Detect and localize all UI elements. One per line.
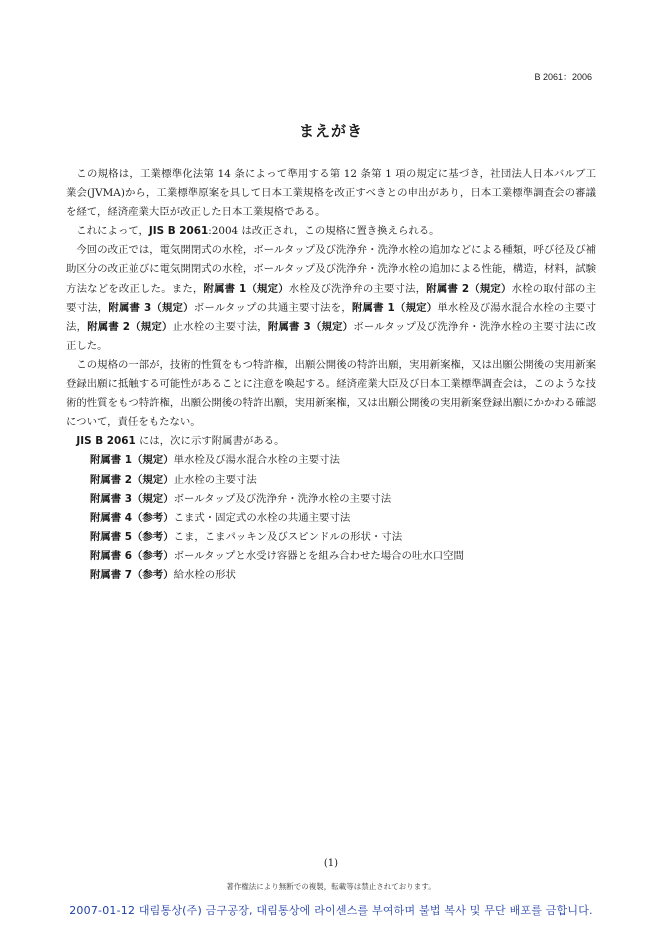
annex-label: 附属書 6（参考） <box>90 549 174 562</box>
annex-item <box>90 566 596 585</box>
annex-item <box>90 451 596 470</box>
annex-item <box>90 471 596 490</box>
annex-label: 附属書 2（規定） <box>90 473 174 486</box>
annex-item <box>90 490 596 509</box>
standard-ref: JIS B 2061 <box>76 435 136 448</box>
text-segment: には，次に示す附属書がある。 <box>135 435 285 448</box>
text-segment: :2004 は改正され，この規格に置き換えられる。 <box>208 225 440 238</box>
paragraph-patent-notice: この規格の一部が，技術的性質をもつ特許権，出願公開後の特許出願，実用新案権，又は出願公開後の実用新案登録出願に抵触する可能性があることに注意を喚起する。経済産業大臣及び日本工業標準調査会は，このような技術的性質をもつ特許権，出願公開後の特許出願，実用新案権，又は出願公開後の実用新案登録出願にかかわる確認について，責任をもたない。 <box>66 358 596 429</box>
text-segment: 単水栓及び湯水混合水栓の主要寸法， <box>66 301 596 333</box>
standard-ref: JIS B 2061 <box>148 225 209 238</box>
annex-title: 給水栓の形状 <box>173 568 236 581</box>
annex-list <box>66 451 596 585</box>
annex-label: 附属書 3（規定） <box>90 492 174 505</box>
annex-ref: 附属書 3（規定） <box>108 301 194 314</box>
page-title: まえがき <box>298 122 363 140</box>
standard-code: B 2061：2006 <box>534 72 592 82</box>
annex-label: 附属書 7（参考） <box>90 568 174 581</box>
text-segment: 止水栓の主要寸法， <box>172 320 268 333</box>
license-stamp: 2007-01-12 대림통상(주) 금구공장, 대림통상에 라이센스를 부여하며 불법 복사 및 무단 배포를 금합니다. <box>69 904 593 917</box>
text-segment: これによって， <box>76 225 149 238</box>
annex-label: 附属書 5（参考） <box>90 530 174 543</box>
annex-ref: 附属書 2（規定） <box>87 320 173 333</box>
annex-item <box>90 547 596 566</box>
text-segment: 水栓の取付部の主要寸法， <box>66 282 596 314</box>
annex-label: 附属書 1（規定） <box>90 454 174 467</box>
annex-item <box>90 509 596 528</box>
paragraph-replacement <box>66 222 596 241</box>
text-segment: ボールタップの共通主要寸法を， <box>193 301 352 314</box>
annex-title: ボールタップ及び洗浄弁・洗浄水栓の主要寸法 <box>173 492 392 505</box>
text-segment: 水栓及び洗浄弁の主要寸法， <box>288 282 427 295</box>
paragraph-annex-intro <box>66 432 596 451</box>
paragraph-revision <box>66 241 596 356</box>
annex-ref: 附属書 1（規定） <box>351 301 438 314</box>
annex-ref: 附属書 3（規定） <box>267 320 354 333</box>
annex-item <box>90 528 596 547</box>
copyright-notice: 著作権法により無断での複製，転載等は禁止されております。 <box>226 882 436 891</box>
annex-title: 単水栓及び湯水混合水栓の主要寸法 <box>173 454 340 467</box>
annex-ref: 附属書 1（規定） <box>203 282 289 295</box>
paragraph-basis: この規格は，工業標準化法第 14 条によって準用する第 12 条第 1 項の規定に基づき，社団法人日本バルブ工業会(JVMA)から，工業標準原案を具して日本工業規格を改正すべきとの申出があり，日本工業標準調査会の審議を経て，経済産業大臣が改正した日本工業規格である。 <box>66 168 596 219</box>
text-segment: ボールタップ及び洗浄弁・洗浄水栓の主要寸法に改正した。 <box>66 320 596 352</box>
annex-ref: 附属書 2（規定） <box>426 282 512 295</box>
annex-title: ボールタップと水受け容器とを組み合わせた場合の吐水口空間 <box>173 549 464 562</box>
page-number: (1) <box>323 858 339 869</box>
annex-title: 止水栓の主要寸法 <box>173 473 257 486</box>
text-segment: 今回の改正では，電気開閉式の水栓，ボールタップ及び洗浄弁・洗浄水栓の追加などによる種類，呼び径及び補助区分の改正並びに電気開閉式の水栓，ボールタップ及び洗浄弁・洗浄水栓の追加による性能，構造，材料，試験方法などを改正した。また， <box>66 244 596 295</box>
foreword-body <box>66 165 596 585</box>
annex-title: こま，こまパッキン及びスピンドルの形状・寸法 <box>173 530 403 543</box>
annex-title: こま式・固定式の水栓の共通主要寸法 <box>173 511 351 524</box>
annex-label: 附属書 4（参考） <box>90 511 174 524</box>
